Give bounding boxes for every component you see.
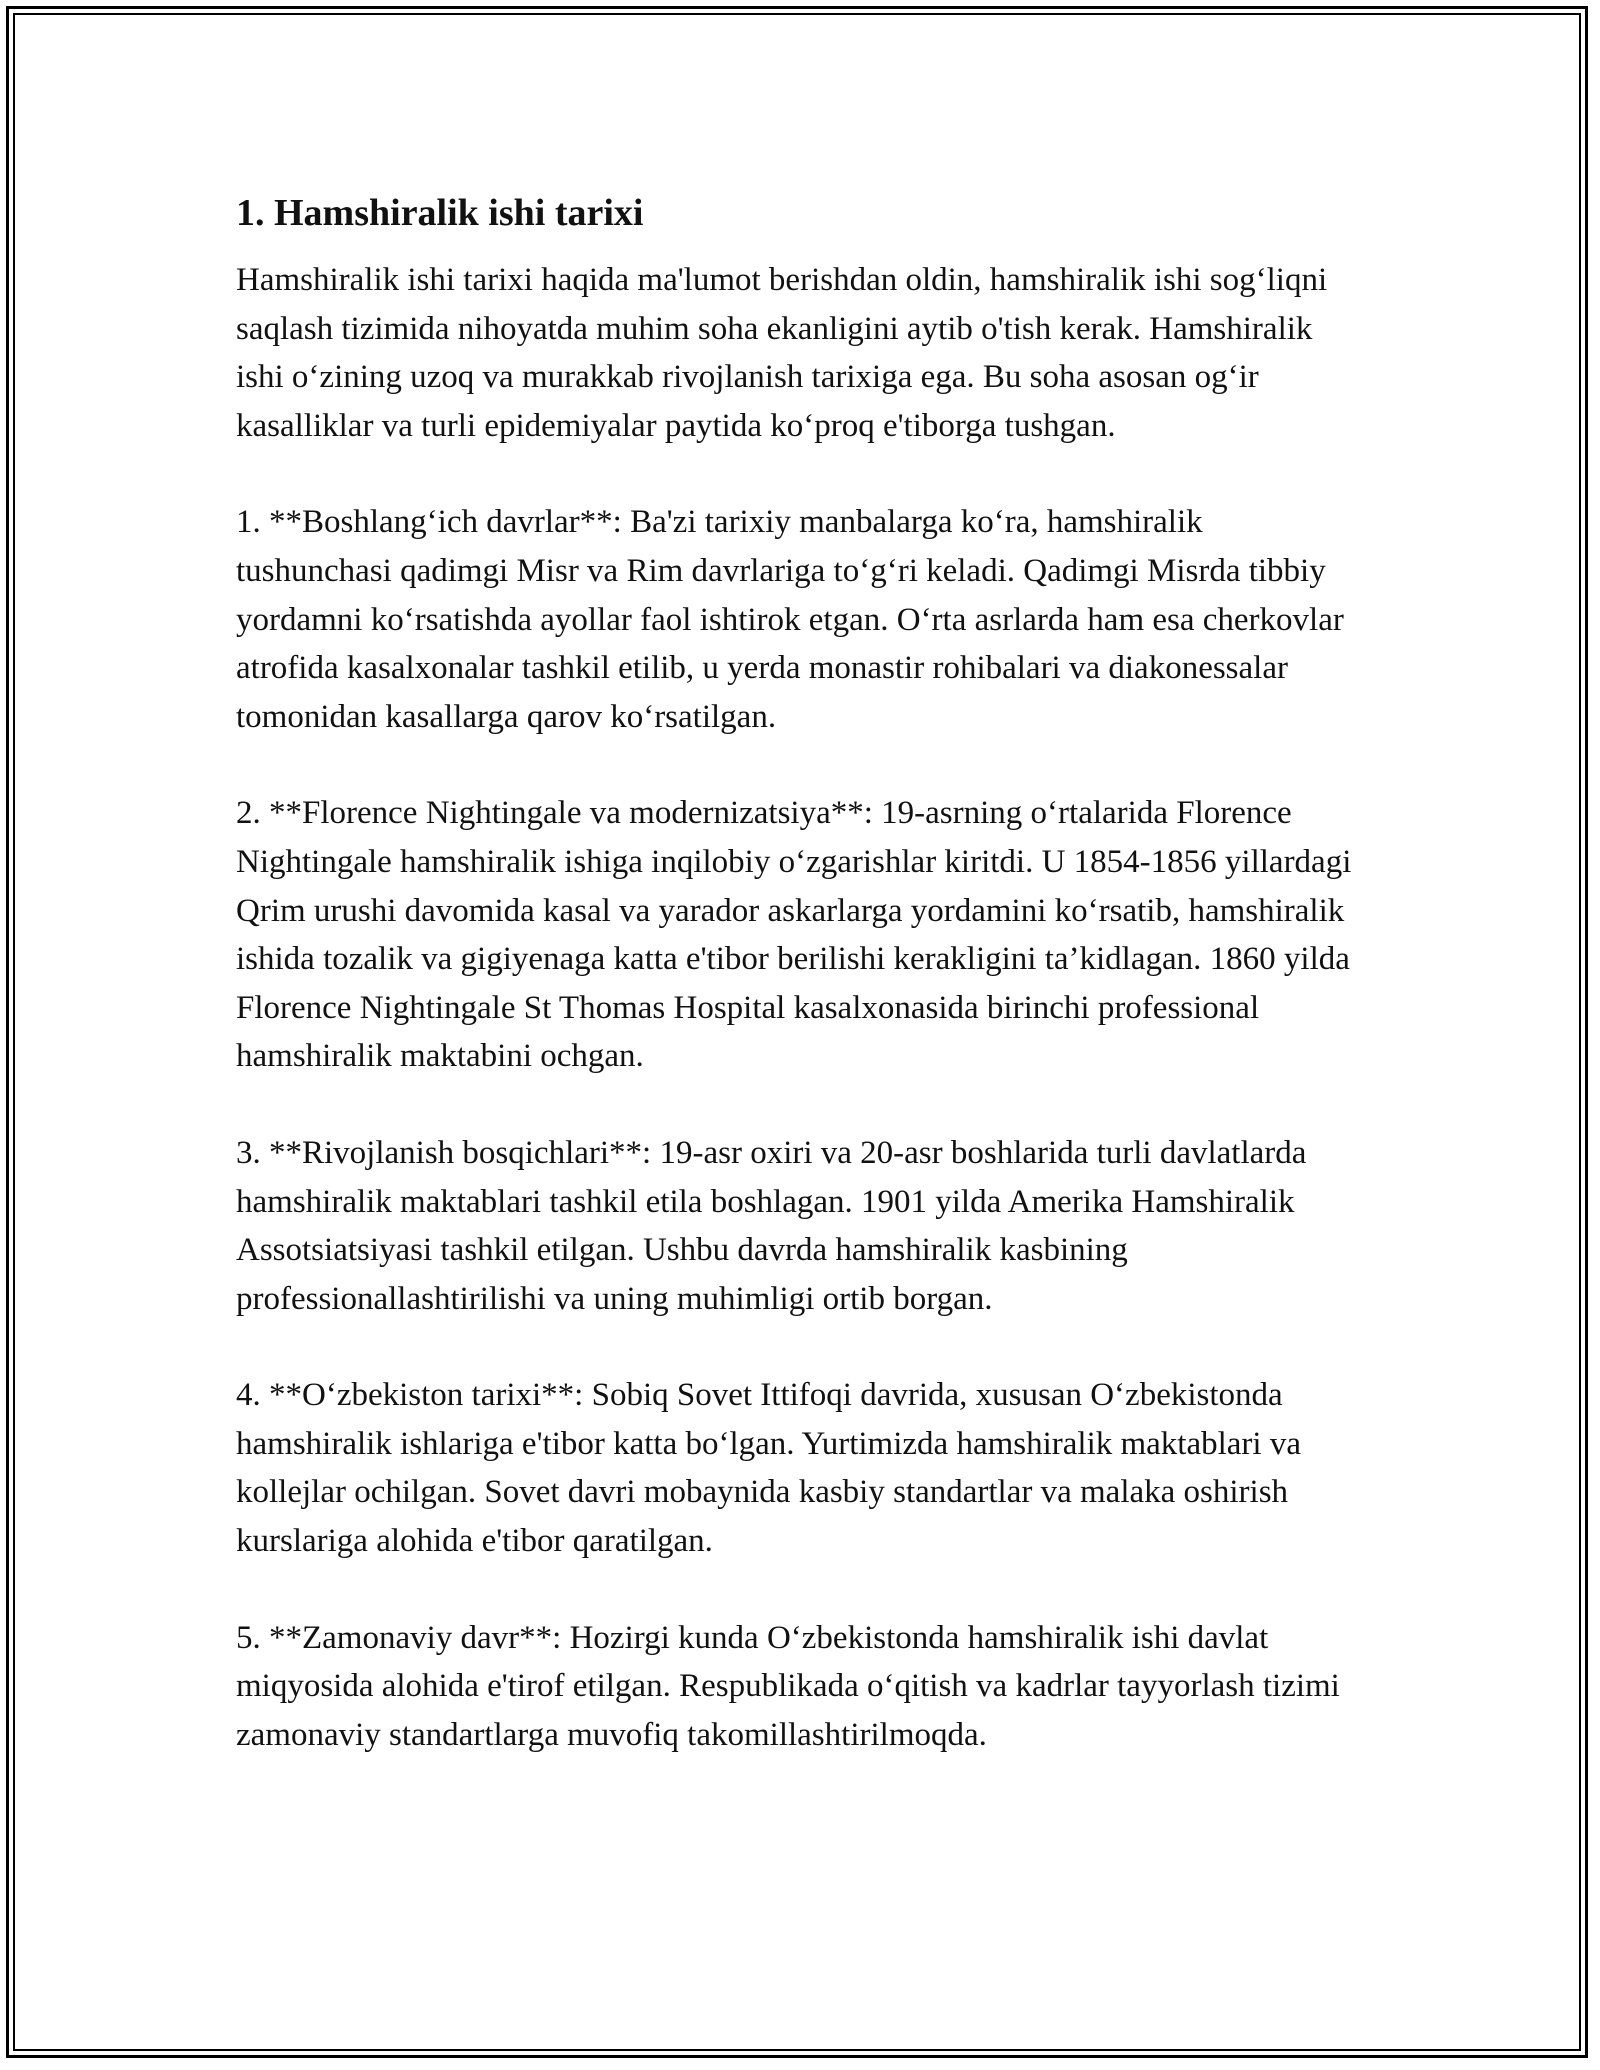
paragraph-development-stages: 3. **Rivojlanish bosqichlari**: 19-asr oxiri va 20-asr boshlarida turli davlatlarda hamshiralik maktablari tashkil etila boshlagan. 1901 yilda Amerika Hamshiralik Assotsiatsiyasi tashkil etilgan. Ushbu davrda hamshiralik kasbining professionallashtirilishi va uning muhimligi ortib borgan. <box>236 1134 1307 1317</box>
paragraph-modern-period: 5. **Zamonaviy davr**: Hozirgi kunda O‘zbekistonda hamshiralik ishi davlat miqyosida alohida e'tirof etilgan. Respublikada o‘qitish va kadrlar tayyorlash tizimi zamonaviy standartlarga muvofiq takomillashtirilmoqda. <box>236 1619 1340 1753</box>
paragraph-early-periods: 1. **Boshlang‘ich davrlar**: Ba'zi tarixiy manbalarga ko‘ra, hamshiralik tushunchasi qadimgi Misr va Rim davrlariga to‘g‘ri keladi. Qadimgi Misrda tibbiy yordamni ko‘rsatishda ayollar faol ishtirok etgan. O‘rta asrlarda ham esa cherkovlar atrofida kasalxonalar tashkil etilib, u yerda monastir rohibalari va diakonessalar tomonidan kasallarga qarov ko‘rsatilgan. <box>236 504 1344 735</box>
document-title: 1. Hamshiralik ishi tarixi <box>236 192 644 234</box>
document-body <box>236 186 1366 1807</box>
intro-paragraph: Hamshiralik ishi tarixi haqida ma'lumot berishdan oldin, hamshiralik ishi sog‘liqni saqlash tizimida nihoyatda muhim soha ekanligini aytib o'tish kerak. Hamshiralik ishi o‘zining uzoq va murakkab rivojlanish tarixiga ega. Bu soha asosan og‘ir kasalliklar va turli epidemiyalar paytida ko‘proq e'tiborga tushgan. <box>236 262 1328 444</box>
paragraph-uzbekistan-history: 4. **O‘zbekiston tarixi**: Sobiq Sovet Ittifoqi davrida, xususan O‘zbekistonda hamshiralik ishlariga e'tibor katta bo‘lgan. Yurtimizda hamshiralik maktablari va kollejlar ochilgan. Sovet davri mobaynida kasbiy standartlar va malaka oshirish kurslariga alohida e'tibor qaratilgan. <box>236 1377 1301 1560</box>
paragraph-nightingale: 2. **Florence Nightingale va modernizatsiya**: 19-asrning o‘rtalarida Florence Nightingale hamshiralik ishiga inqilobiy o‘zgarishlar kiritdi. U 1854-1856 yillardagi Qrim urushi davomida kasal va yarador askarlarga yordamini ko‘rsatib, hamshiralik ishida tozalik va gigiyenaga katta e'tibor berilishi kerakligini ta’kidlagan. 1860 yilda Florence Nightingale St Thomas Hospital kasalxonasida birinchi professional hamshiralik maktabini ochgan. <box>236 795 1352 1075</box>
